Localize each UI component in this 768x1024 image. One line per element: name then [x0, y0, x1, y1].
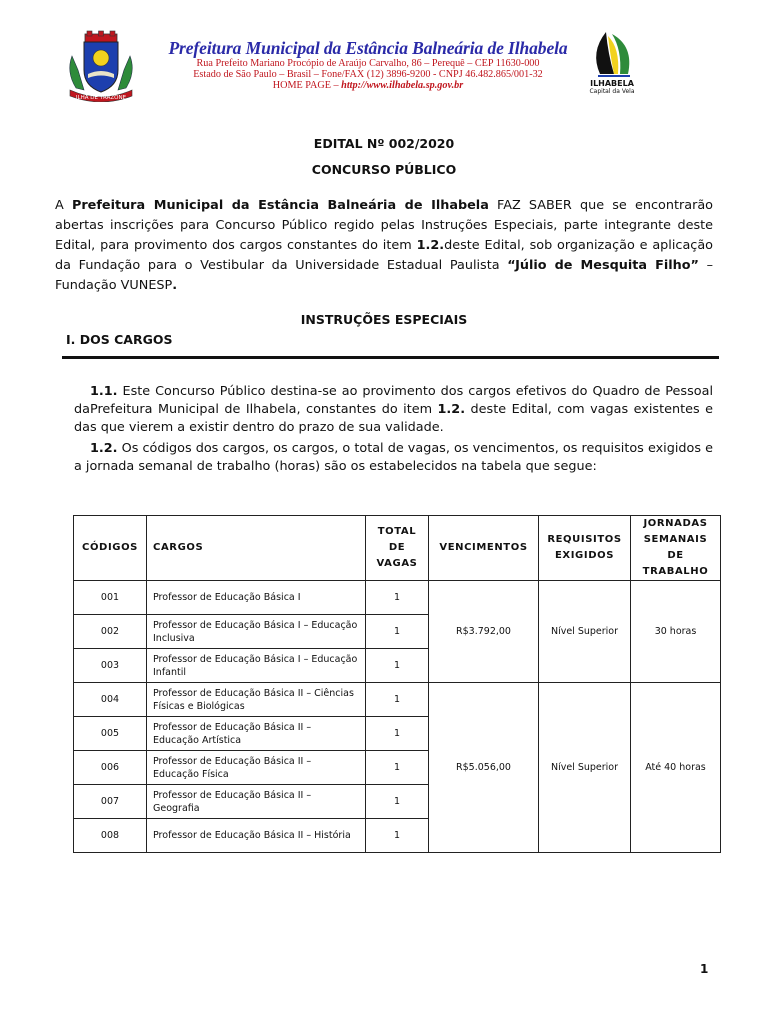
- row-code: 005: [74, 717, 147, 751]
- header-cargos: CARGOS: [147, 516, 366, 581]
- header-requisitos: REQUISITOS EXIGIDOS: [539, 516, 631, 581]
- paragraph-1-2: [74, 440, 713, 476]
- header-codigos: CÓDIGOS: [74, 516, 147, 581]
- homepage-label: HOME PAGE –: [272, 80, 342, 91]
- intro-a: A: [55, 198, 72, 213]
- table-header-row: [74, 516, 721, 581]
- row-vagas: 1: [366, 581, 429, 615]
- group-2-requisito: Nível Superior: [539, 683, 631, 853]
- row-cargo: Professor de Educação Básica I – Educação Infantil: [147, 649, 366, 683]
- row-code: 002: [74, 615, 147, 649]
- row-code: 008: [74, 819, 147, 853]
- row-vagas: 1: [366, 649, 429, 683]
- row-vagas: 1: [366, 717, 429, 751]
- ilhabela-sail-logo: [586, 30, 638, 80]
- intro-org: Prefeitura Municipal da Estância Balneária de Ilhabela: [71, 198, 489, 213]
- p11-text2: deste Edital, com vagas existentes e das que vierem a existir dentro do prazo de sua validade.: [74, 402, 713, 435]
- row-vagas: 1: [366, 819, 429, 853]
- row-code: 001: [74, 581, 147, 615]
- row-vagas: 1: [366, 785, 429, 819]
- edital-number: EDITAL Nº 002/2020: [313, 136, 455, 151]
- header-vencimentos: VENCIMENTOS: [429, 516, 539, 581]
- page-number: 1: [700, 962, 709, 976]
- header-address: Rua Prefeito Mariano Procópio de Araújo Carvalho, 86 – Perequê – CEP 11630-000: [196, 58, 540, 69]
- section-heading: I. DOS CARGOS: [66, 332, 173, 347]
- cargos-table: [73, 515, 721, 853]
- row-cargo: Professor de Educação Básica II – Educação Artística: [147, 717, 366, 751]
- group-2-vencimento: R$5.056,00: [429, 683, 539, 853]
- instrucoes-heading: INSTRUÇÕES ESPECIAIS: [300, 312, 468, 327]
- intro-foundation: “Júlio de Mesquita Filho”: [507, 258, 699, 273]
- row-cargo: Professor de Educação Básica II – História: [147, 819, 366, 853]
- group-2-jornada: Até 40 horas: [631, 683, 721, 853]
- crest-ribbon-text: ILHA DE TRAZONE: [75, 95, 127, 101]
- header-total-vagas: TOTAL DE VAGAS: [366, 516, 429, 581]
- section-divider: [62, 356, 719, 359]
- p11-item: 1.2.: [437, 402, 466, 417]
- intro-item: 1.2.: [416, 238, 445, 253]
- group-1-jornada: 30 horas: [631, 581, 721, 683]
- row-cargo: Professor de Educação Básica II – Ciências Físicas e Biológicas: [147, 683, 366, 717]
- logo-tagline: Capital da Vela: [589, 88, 635, 95]
- intro-end: .: [172, 278, 178, 293]
- group-1-vencimento: R$3.792,00: [429, 581, 539, 683]
- group-1-requisito: Nível Superior: [539, 581, 631, 683]
- intro-paragraph: [55, 196, 713, 296]
- row-cargo: Professor de Educação Básica II – Geografia: [147, 785, 366, 819]
- row-code: 006: [74, 751, 147, 785]
- row-code: 007: [74, 785, 147, 819]
- table-row: [74, 581, 721, 615]
- row-code: 004: [74, 683, 147, 717]
- header-title: Prefeitura Municipal da Estância Balneária de Ilhabela: [168, 38, 568, 58]
- header-jornadas: JORNADAS SEMANAIS DE TRABALHO: [631, 516, 721, 581]
- intro-text1: FAZ SABER que se encontrarão abertas inscrições para Concurso Público regido pelas Instruções Especiais, parte integrante deste Edital, para provimento dos cargos constantes do item: [55, 198, 714, 253]
- paragraph-1-1: [74, 383, 713, 437]
- row-code: 003: [74, 649, 147, 683]
- row-vagas: 1: [366, 751, 429, 785]
- header-contact: Estado de São Paulo – Brasil – Fone/FAX (12) 3896-9200 - CNPJ 46.482.865/001-32: [193, 69, 543, 80]
- table-row: [74, 683, 721, 717]
- intro-text3: – Fundação VUNESP: [55, 258, 713, 293]
- row-cargo: Professor de Educação Básica I – Educação Inclusiva: [147, 615, 366, 649]
- concurso-title: CONCURSO PÚBLICO: [311, 162, 457, 177]
- row-vagas: 1: [366, 615, 429, 649]
- p11-text1: Este Concurso Público destina-se ao provimento dos cargos efetivos do Quadro de Pessoal daPrefeitura Municipal de Ilhabela, constantes do item: [74, 384, 713, 417]
- homepage-link[interactable]: http://www.ilhabela.sp.gov.br: [341, 80, 464, 91]
- p11-num: 1.1.: [90, 384, 118, 399]
- logo-name: ILHABELA: [590, 79, 634, 88]
- municipal-crest-logo: [62, 30, 140, 102]
- row-cargo: Professor de Educação Básica I: [147, 581, 366, 615]
- row-cargo: Professor de Educação Básica II – Educação Física: [147, 751, 366, 785]
- header-homepage: [168, 80, 568, 91]
- p12-text: Os códigos dos cargos, os cargos, o total de vagas, os vencimentos, os requisitos exigidos e a jornada semanal de trabalho (horas) são os estabelecidos na tabela que segue:: [74, 441, 713, 474]
- p12-num: 1.2.: [90, 441, 118, 456]
- row-vagas: 1: [366, 683, 429, 717]
- intro-text2: deste Edital, sob organização e aplicação da Fundação para o Vestibular da Universidade Estadual Paulista: [55, 238, 713, 273]
